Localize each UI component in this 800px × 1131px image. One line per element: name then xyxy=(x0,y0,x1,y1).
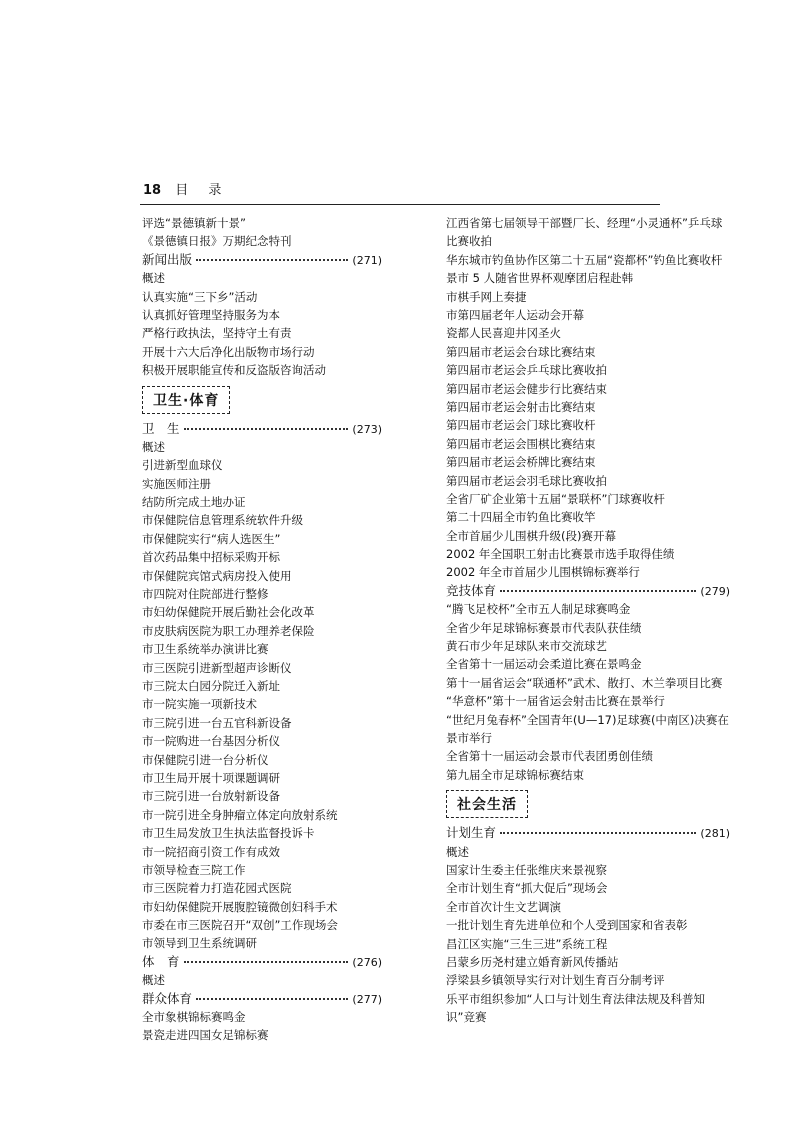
toc-entry[interactable]: 积极开展职能宣传和反盗版咨询活动 xyxy=(142,363,326,378)
toc-entry[interactable]: 市保健院实行“病人选医生” xyxy=(142,531,281,546)
toc-entry[interactable]: 黄石市少年足球队来市交流球艺 xyxy=(446,639,607,654)
toc-entry[interactable]: “华意杯”第十一届省运会射击比赛在景举行 xyxy=(446,694,665,709)
toc-entry[interactable]: 全市象棋锦标赛鸣金 xyxy=(142,1010,246,1025)
toc-entry[interactable]: 严格行政执法，坚持守土有责 xyxy=(142,326,292,341)
toc-entry[interactable]: 2002 年全国职工射击比赛景市选手取得佳绩 xyxy=(446,547,675,562)
section-title: 体 育 xyxy=(142,953,180,969)
toc-entry[interactable]: 瓷都人民喜迎井冈圣火 xyxy=(446,326,561,341)
page-number: 18 xyxy=(143,183,162,198)
toc-entry[interactable]: 开展十六大后净化出版物市场行动 xyxy=(142,344,315,359)
toc-entry[interactable]: 全市首届少儿围棋升级(段)赛开幕 xyxy=(446,528,616,543)
toc-entry[interactable]: 概述 xyxy=(142,973,165,988)
toc-entry[interactable]: 全省第十一届运动会景市代表团勇创佳绩 xyxy=(446,749,653,764)
toc-entry[interactable]: 昌江区实施“三生三进”系统工程 xyxy=(446,936,608,951)
toc-entry[interactable]: 市三院太白园分院迁入新址 xyxy=(142,678,280,693)
toc-entry[interactable]: 评选“景德镇新十景” xyxy=(142,216,246,230)
toc-entry[interactable]: 第四届市老运会射击比赛结束 xyxy=(446,399,596,414)
toc-entry[interactable]: 结防所完成土地办证 xyxy=(142,495,246,510)
toc-entry[interactable]: 第四届市老运会桥牌比赛结束 xyxy=(446,455,596,470)
section-page-number: (271) xyxy=(352,253,382,267)
section-page-number: (279) xyxy=(700,584,730,598)
toc-entry[interactable]: 江西省第七届领导干部暨厂长、经理“小灵通杯”乒乓球比赛收拍 xyxy=(446,216,723,249)
category-heading xyxy=(446,784,730,824)
toc-entry[interactable]: 市一院购进一台基因分析仪 xyxy=(142,734,280,749)
section-page-number: (277) xyxy=(352,992,382,1006)
leader-dots xyxy=(500,824,696,834)
toc-entry[interactable]: 景市 5 人随省世界杯观摩团启程赴韩 xyxy=(446,271,634,286)
toc-entry[interactable]: 第十一届省运会“联通杯”武术、散打、木兰拳项目比赛 xyxy=(446,675,723,690)
toc-entry[interactable]: 全市首次计生文艺调演 xyxy=(446,899,561,914)
toc-entry[interactable]: 第四届市老运会门球比赛收杆 xyxy=(446,418,596,433)
toc-right-column xyxy=(446,214,730,1027)
toc-entry[interactable]: 市四院对住院部进行整修 xyxy=(142,587,269,602)
leader-dots xyxy=(500,582,696,592)
category-heading xyxy=(142,380,382,420)
toc-entry[interactable]: 一批计划生育先进单位和个人受到国家和省表彰 xyxy=(446,918,688,933)
section-title: 计划生育 xyxy=(446,825,497,841)
toc-section-entry[interactable] xyxy=(142,953,382,971)
category-badge: 社会生活 xyxy=(446,790,528,818)
toc-section-entry[interactable] xyxy=(142,420,382,438)
toc-entry[interactable]: 全市计划生育“抓大促后”现场会 xyxy=(446,881,608,896)
section-title: 卫 生 xyxy=(142,420,180,436)
toc-entry[interactable]: 市保健院信息管理系统软件升级 xyxy=(142,513,303,528)
toc-entry[interactable]: 第九届全市足球锦标赛结束 xyxy=(446,767,584,782)
toc-entry[interactable]: 市三医院着力打造花园式医院 xyxy=(142,881,292,896)
category-badge: 卫生·体育 xyxy=(142,386,230,414)
toc-entry[interactable]: 概述 xyxy=(142,439,165,454)
toc-entry[interactable]: 景瓷走进四国女足锦标赛 xyxy=(142,1028,269,1043)
toc-left-column xyxy=(142,214,382,1045)
toc-entry[interactable]: 市棋手网上奏捷 xyxy=(446,289,527,304)
toc-entry[interactable]: 市第四届老年人运动会开幕 xyxy=(446,308,584,322)
toc-section-entry[interactable] xyxy=(142,990,382,1008)
toc-entry[interactable]: 第二十四届全市钓鱼比赛收竿 xyxy=(446,510,596,525)
toc-entry[interactable]: 认真抓好管理坚持服务为本 xyxy=(142,307,280,322)
toc-entry[interactable]: 市卫生局开展十项课题调研 xyxy=(142,770,280,785)
toc-entry[interactable]: 乐平市组织参加“人口与计划生育法律法规及科普知识”竞赛 xyxy=(446,991,705,1025)
toc-entry[interactable]: 《景德镇日报》万期纪念特刊 xyxy=(142,234,292,249)
leader-dots xyxy=(196,251,348,261)
toc-entry[interactable]: 全省厂矿企业第十五届“景联杯”门球赛收杆 xyxy=(446,491,665,506)
toc-entry[interactable]: 市保健院宾馆式病房投入使用 xyxy=(142,568,292,583)
toc-entry[interactable]: 市领导到卫生系统调研 xyxy=(142,936,257,951)
toc-entry[interactable]: 概述 xyxy=(446,844,469,859)
section-title: 群众体育 xyxy=(142,990,193,1006)
section-title: 新闻出版 xyxy=(142,251,193,267)
toc-entry[interactable]: 全省第十一届运动会柔道比赛在景鸣金 xyxy=(446,657,642,672)
toc-entry[interactable]: 引进新型血球仪 xyxy=(142,458,223,473)
toc-entry[interactable]: 第四届市老运会羽毛球比赛收拍 xyxy=(446,473,607,488)
toc-entry[interactable]: 市卫生局发放卫生执法监督投诉卡 xyxy=(142,826,315,841)
toc-section-entry[interactable] xyxy=(446,582,730,600)
toc-entry[interactable]: 市一院实施一项新技术 xyxy=(142,697,257,712)
toc-entry[interactable]: 市一院招商引资工作有成效 xyxy=(142,844,280,859)
leader-dots xyxy=(184,420,349,430)
toc-entry[interactable]: 市领导检查三院工作 xyxy=(142,862,246,877)
toc-entry[interactable]: 华东城市钓鱼协作区第二十五届“瓷都杯”钓鱼比赛收杆 xyxy=(446,252,723,267)
toc-section-entry[interactable] xyxy=(446,824,730,842)
toc-entry[interactable]: 市一院引进全身肿瘤立体定向放射系统 xyxy=(142,807,338,822)
toc-entry[interactable]: 浮梁县乡镇领导实行对计划生育百分制考评 xyxy=(446,973,665,988)
toc-entry[interactable]: 市妇幼保健院开展后勤社会化改革 xyxy=(142,605,315,620)
page-title: 目 录 xyxy=(175,183,230,198)
toc-entry[interactable]: 实施医师注册 xyxy=(142,476,211,491)
toc-entry[interactable]: 市保健院引进一台分析仪 xyxy=(142,752,269,767)
toc-entry[interactable]: “世纪月兔春杯”全国青年(U—17)足球赛(中南区)决赛在景市举行 xyxy=(446,712,729,745)
toc-entry[interactable]: 第四届市老运会围棋比赛结束 xyxy=(446,436,596,451)
toc-entry[interactable]: 吕蒙乡历尧村建立婚育新风传播站 xyxy=(446,954,619,969)
toc-entry[interactable]: 市三院引进一台五官科新设备 xyxy=(142,715,292,730)
toc-entry[interactable]: 认真实施“三下乡”活动 xyxy=(142,289,258,304)
leader-dots xyxy=(196,990,348,1000)
section-page-number: (273) xyxy=(352,422,382,436)
toc-entry[interactable]: 市卫生系统举办演讲比赛 xyxy=(142,642,269,657)
toc-entry[interactable]: 市委在市三医院召开“双创”工作现场会 xyxy=(142,918,338,933)
header-rule xyxy=(140,204,660,205)
toc-entry[interactable]: 市三院引进一台放射新设备 xyxy=(142,789,280,804)
page-header xyxy=(143,182,658,200)
toc-entry[interactable]: 全省少年足球锦标赛景市代表队获佳绩 xyxy=(446,620,642,635)
leader-dots xyxy=(184,953,349,963)
section-page-number: (276) xyxy=(352,955,382,969)
toc-entry[interactable]: 市妇幼保健院开展腹腔镜微创妇科手术 xyxy=(142,899,338,914)
toc-entry[interactable]: 第四届市老运会台球比赛结束 xyxy=(446,344,596,359)
toc-entry[interactable]: 市皮肤病医院为职工办理养老保险 xyxy=(142,623,315,638)
toc-entry[interactable]: 概述 xyxy=(142,271,165,286)
toc-entry[interactable]: 首次药品集中招标采购开标 xyxy=(142,550,280,565)
toc-section-entry[interactable] xyxy=(142,251,382,269)
toc-entry[interactable]: 2002 年全市首届少儿围棋锦标赛举行 xyxy=(446,565,640,580)
toc-entry[interactable]: “腾飞足校杯”全市五人制足球赛鸣金 xyxy=(446,602,631,617)
section-page-number: (281) xyxy=(700,827,730,841)
toc-entry[interactable]: 第四届市老运会乒乓球比赛收拍 xyxy=(446,363,607,378)
toc-entry[interactable]: 市三医院引进新型超声诊断仪 xyxy=(142,660,292,675)
toc-entry[interactable]: 国家计生委主任张维庆来景视察 xyxy=(446,862,607,877)
toc-entry[interactable]: 第四届市老运会健步行比赛结束 xyxy=(446,381,607,396)
section-title: 竞技体育 xyxy=(446,582,497,598)
